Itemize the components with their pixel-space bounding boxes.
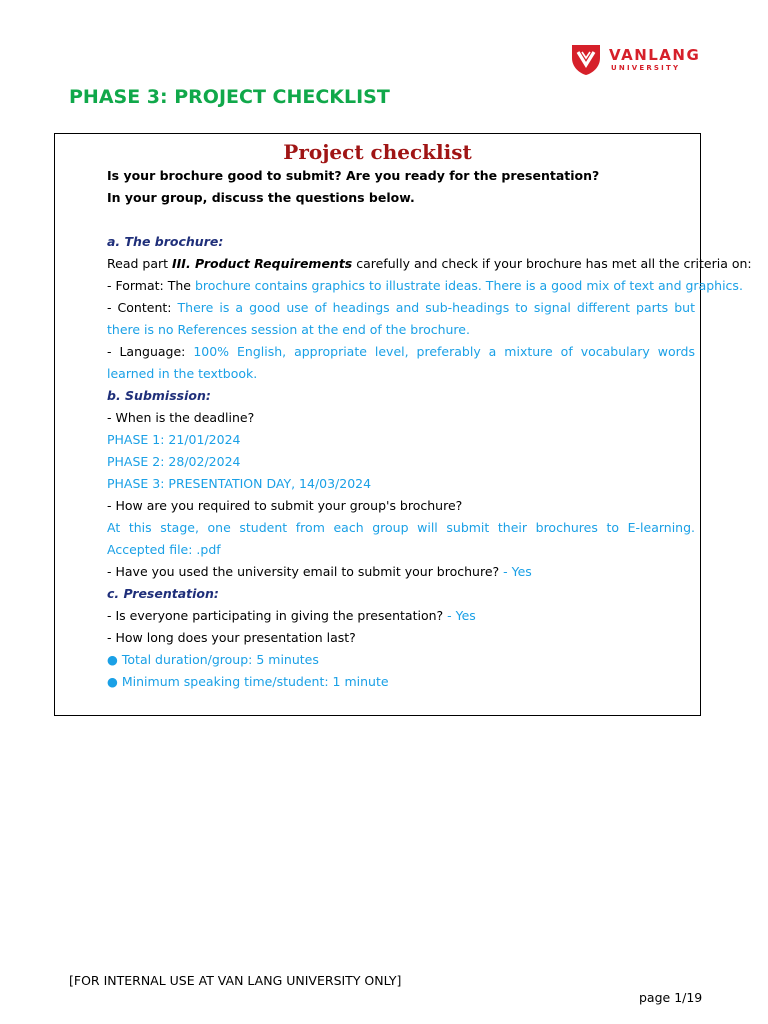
everyone-answer: - Yes <box>447 608 476 623</box>
everyone-question <box>107 605 695 627</box>
page-number: page 1/19 <box>639 990 703 1005</box>
duration-bullet: ● Total duration/group: 5 minutes <box>107 652 319 667</box>
duration-bullet: ● Minimum speaking time/student: 1 minute <box>107 674 389 689</box>
phase-deadline: PHASE 3: PRESENTATION DAY, 14/03/2024 <box>107 476 372 491</box>
section-heading-brochure: a. The brochure: <box>107 234 224 249</box>
page-title: PHASE 3: PROJECT CHECKLIST <box>69 86 390 108</box>
format-answer: brochure contains graphics to illustrate ideas. There is a good mix of text and graphics. <box>194 278 743 293</box>
internal-use-footer: [FOR INTERNAL USE AT VAN LANG UNIVERSITY ONLY] <box>69 973 402 988</box>
email-question <box>107 561 695 583</box>
language-label: - Language: <box>107 344 194 359</box>
format-criterion <box>107 275 743 297</box>
format-label: - Format: The <box>107 278 195 293</box>
logo-subtitle: UNIVERSITY <box>611 64 681 72</box>
phase-deadline: PHASE 2: 28/02/2024 <box>107 454 241 469</box>
content-answer: There is a good use of headings and sub-headings to signal different parts but there is no References session at the end of the brochure. <box>107 300 695 337</box>
how-submit-answer: At this stage, one student from each group will submit their brochures to E-learning. Accepted file: .pdf <box>107 520 695 557</box>
read-text-bold: III. Product Requirements <box>172 256 353 271</box>
checklist-box <box>54 133 752 716</box>
read-text-1: Read part <box>107 256 172 271</box>
spacer <box>107 209 695 231</box>
section-heading-submission: b. Submission: <box>107 388 211 403</box>
checklist-content <box>107 165 752 693</box>
content-label: - Content: <box>107 300 178 315</box>
intro-line-2: In your group, discuss the questions below. <box>107 190 415 205</box>
vanlang-shield-logo-icon <box>571 43 601 76</box>
how-submit-question: - How are you required to submit your group's brochure? <box>107 498 463 513</box>
read-instruction <box>107 253 752 275</box>
intro-line-1: Is your brochure good to submit? Are you ready for the presentation? <box>107 168 600 183</box>
logo-name: VANLANG <box>609 46 701 64</box>
deadline-question: - When is the deadline? <box>107 410 255 425</box>
vanlang-logo <box>571 43 701 77</box>
checklist-title: Project checklist <box>283 140 472 164</box>
language-answer: 100% English, appropriate level, preferably a mixture of vocabulary words learned in the textbook. <box>107 344 695 381</box>
read-text-2: carefully and check if your brochure has met all the criteria on: <box>352 256 752 271</box>
everyone-question-text: - Is everyone participating in giving the presentation? <box>107 608 448 623</box>
phase-deadline: PHASE 1: 21/01/2024 <box>107 432 241 447</box>
content-criterion <box>107 297 695 341</box>
email-question-text: - Have you used the university email to submit your brochure? <box>107 564 504 579</box>
duration-question: - How long does your presentation last? <box>107 630 356 645</box>
language-criterion <box>107 341 695 385</box>
email-answer: - Yes <box>503 564 532 579</box>
section-heading-presentation: c. Presentation: <box>107 586 219 601</box>
